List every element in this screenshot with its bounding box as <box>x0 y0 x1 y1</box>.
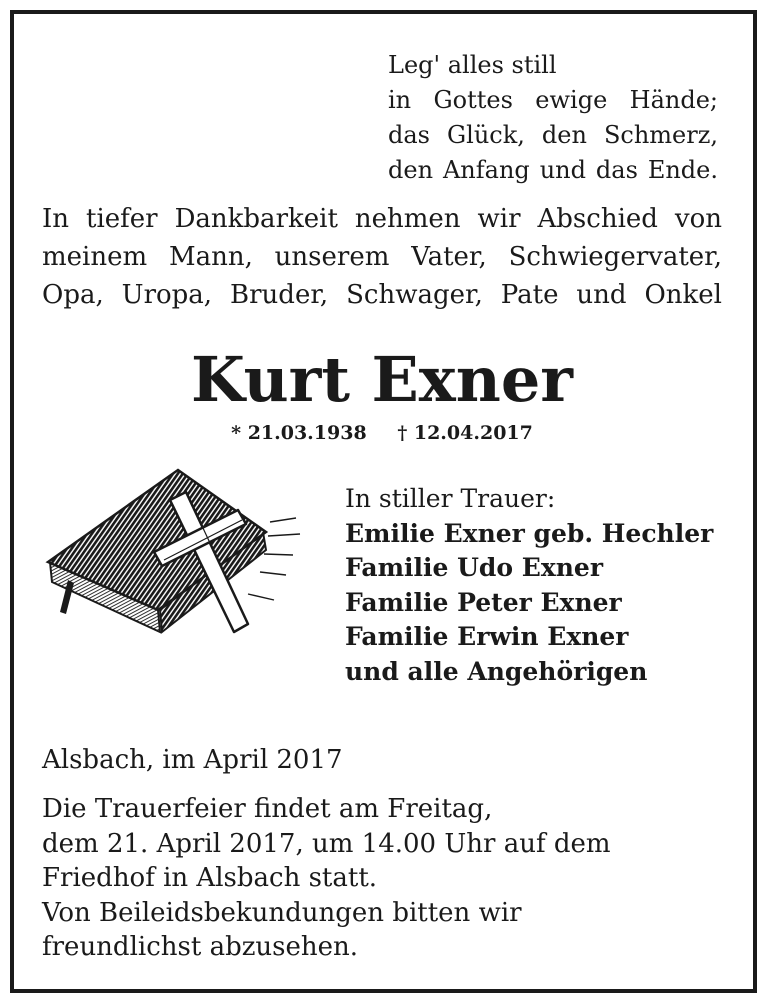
poem <box>388 48 718 188</box>
mourner-name: Familie Peter Exner <box>345 587 622 617</box>
mourner-name: Familie Erwin Exner <box>345 622 629 651</box>
intro-text <box>42 200 722 314</box>
mourner-name: Familie Udo Exner <box>345 553 604 582</box>
poem-line: Leg' alles still <box>388 51 557 79</box>
poem-line: in Gottes ewige Hände; <box>388 86 718 114</box>
funeral-line: dem 21. April 2017, um 14.00 Uhr auf dem <box>42 828 611 859</box>
mourner-name: Emilie Exner geb. Hechler <box>345 518 714 548</box>
bible-with-cross-icon <box>38 462 303 642</box>
mourners-heading: In stiller Trauer: <box>345 484 556 513</box>
mourners-block <box>345 482 745 689</box>
intro-line: Opa, Uropa, Bruder, Schwager, Pate und Onkel <box>42 280 722 310</box>
place-and-date: Alsbach, im April 2017 <box>42 745 343 775</box>
life-dates <box>0 420 764 446</box>
poem-line: das Glück, den Schmerz, <box>388 121 718 149</box>
funeral-line: freundlichst abzusehen. <box>42 932 359 962</box>
intro-line: In tiefer Dankbarkeit nehmen wir Abschied von <box>42 204 722 234</box>
deceased-name: Kurt Exner <box>191 343 573 416</box>
funeral-line: Die Trauerfeier findet am Freitag, <box>42 794 493 824</box>
birth-date: * 21.03.1938 <box>231 422 367 444</box>
funeral-line: Von Beileidsbekundungen bitten wir <box>42 897 522 928</box>
mourner-name: und alle Angehörigen <box>345 656 648 686</box>
poem-line: den Anfang und das Ende. <box>388 156 718 184</box>
death-date: † 12.04.2017 <box>397 422 533 444</box>
intro-line: meinem Mann, unserem Vater, Schwiegervater, <box>42 242 722 272</box>
funeral-notice <box>42 792 662 965</box>
funeral-line: Friedhof in Alsbach statt. <box>42 863 378 893</box>
